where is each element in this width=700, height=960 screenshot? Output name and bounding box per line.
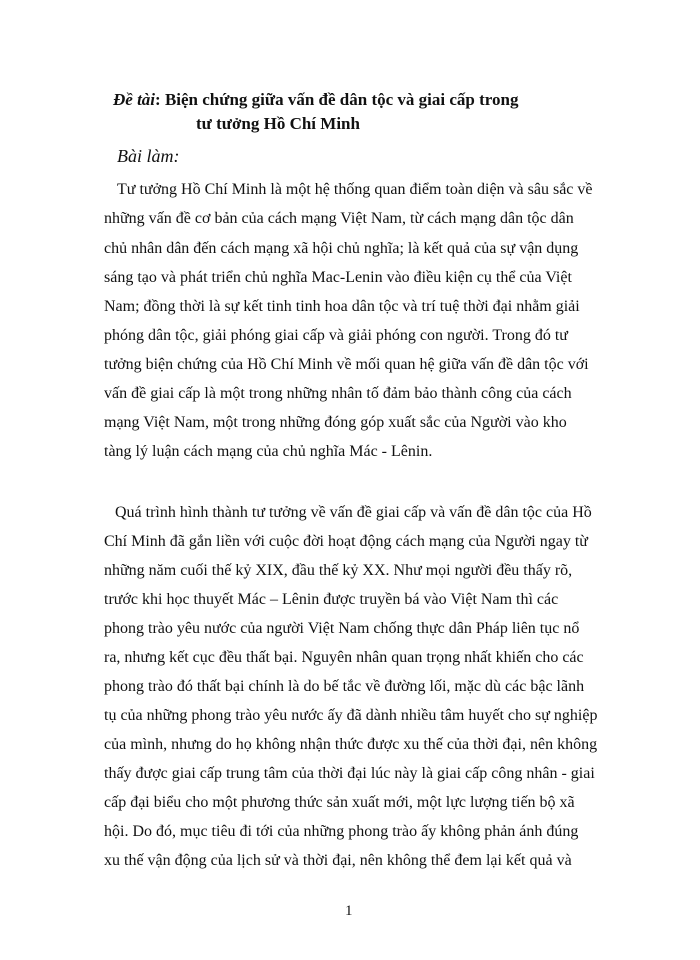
paragraph-2-line: xu thế vận động của lịch sử và thời đại, nên không thể đem lại kết quả và: [104, 852, 572, 869]
title-label: Đề tài: [113, 90, 156, 109]
paragraph-2-line: thấy được giai cấp trung tâm của thời đại lúc này là giai cấp công nhân - giai: [104, 765, 595, 782]
paragraph-1-line: mạng Việt Nam, một trong những đóng góp xuất sắc của Người vào kho: [104, 414, 567, 431]
paragraph-2-line: Quá trình hình thành tư tưởng về vấn đề giai cấp và vấn đề dân tộc của Hồ: [115, 504, 592, 521]
paragraph-2-line: phong trào yêu nước của người Việt Nam chống thực dân Pháp liên tục nổ: [104, 620, 580, 637]
document-title-line-2: tư tưởng Hồ Chí Minh: [196, 114, 360, 133]
section-heading: Bài làm:: [117, 146, 180, 166]
paragraph-1-line: phóng dân tộc, giải phóng giai cấp và giải phóng con người. Trong đó tư: [104, 327, 568, 344]
paragraph-1-line: Tư tưởng Hồ Chí Minh là một hệ thống quan điểm toàn diện và sâu sắc về: [117, 181, 593, 198]
paragraph-2-line: hội. Do đó, mục tiêu đi tới của những phong trào ấy không phản ánh đúng: [104, 823, 579, 840]
paragraph-1-line: vấn đề giai cấp là một trong những nhân tố đảm bảo thành công của cách: [104, 385, 572, 402]
paragraph-1-line: tưởng biện chứng của Hồ Chí Minh về mối quan hệ giữa vấn đề dân tộc với: [104, 356, 589, 373]
paragraph-2-line: những năm cuối thế kỷ XIX, đầu thế kỷ XX. Như mọi người đều thấy rõ,: [104, 562, 573, 579]
paragraph-2-line: trước khi học thuyết Mác – Lênin được truyền bá vào Việt Nam thì các: [104, 591, 559, 608]
paragraph-1-line: Nam; đồng thời là sự kết tinh tinh hoa dân tộc và trí tuệ thời đại nhằm giải: [104, 298, 580, 315]
paragraph-2-line: tụ của những phong trào yêu nước ấy đã dành nhiều tâm huyết cho sự nghiệp: [104, 707, 598, 724]
paragraph-2-line: ra, nhưng kết cục đều thất bại. Nguyên nhân quan trọng nhất khiến cho các: [104, 649, 584, 666]
paragraph-1-line: tàng lý luận cách mạng của chủ nghĩa Mác - Lênin.: [104, 443, 433, 460]
paragraph-2-line: phong trào đó thất bại chính là do bế tắc về đường lối, mặc dù các bậc lãnh: [104, 678, 585, 695]
paragraph-1-line: những vấn đề cơ bản của cách mạng Việt Nam, từ cách mạng dân tộc dân: [104, 210, 574, 227]
page-number: 1: [345, 903, 353, 919]
title-text: : Biện chứng giữa vấn đề dân tộc và giai cấp trong: [155, 90, 519, 109]
paragraph-1-line: sáng tạo và phát triển chủ nghĩa Mac-Lenin vào điều kiện cụ thể của Việt: [104, 269, 572, 286]
paragraph-2-line: cấp đại biểu cho một phương thức sản xuất mới, một lực lượng tiến bộ xã: [104, 794, 575, 811]
paragraph-1-line: chủ nhân dân đến cách mạng xã hội chủ nghĩa; là kết quả của sự vận dụng: [104, 240, 579, 257]
paragraph-2-line: Chí Minh đã gắn liền với cuộc đời hoạt động cách mạng của Người ngay từ: [104, 533, 588, 550]
document-title: [113, 88, 518, 112]
paragraph-2-line: của mình, nhưng do họ không nhận thức được xu thế của thời đại, nên không: [104, 736, 598, 753]
